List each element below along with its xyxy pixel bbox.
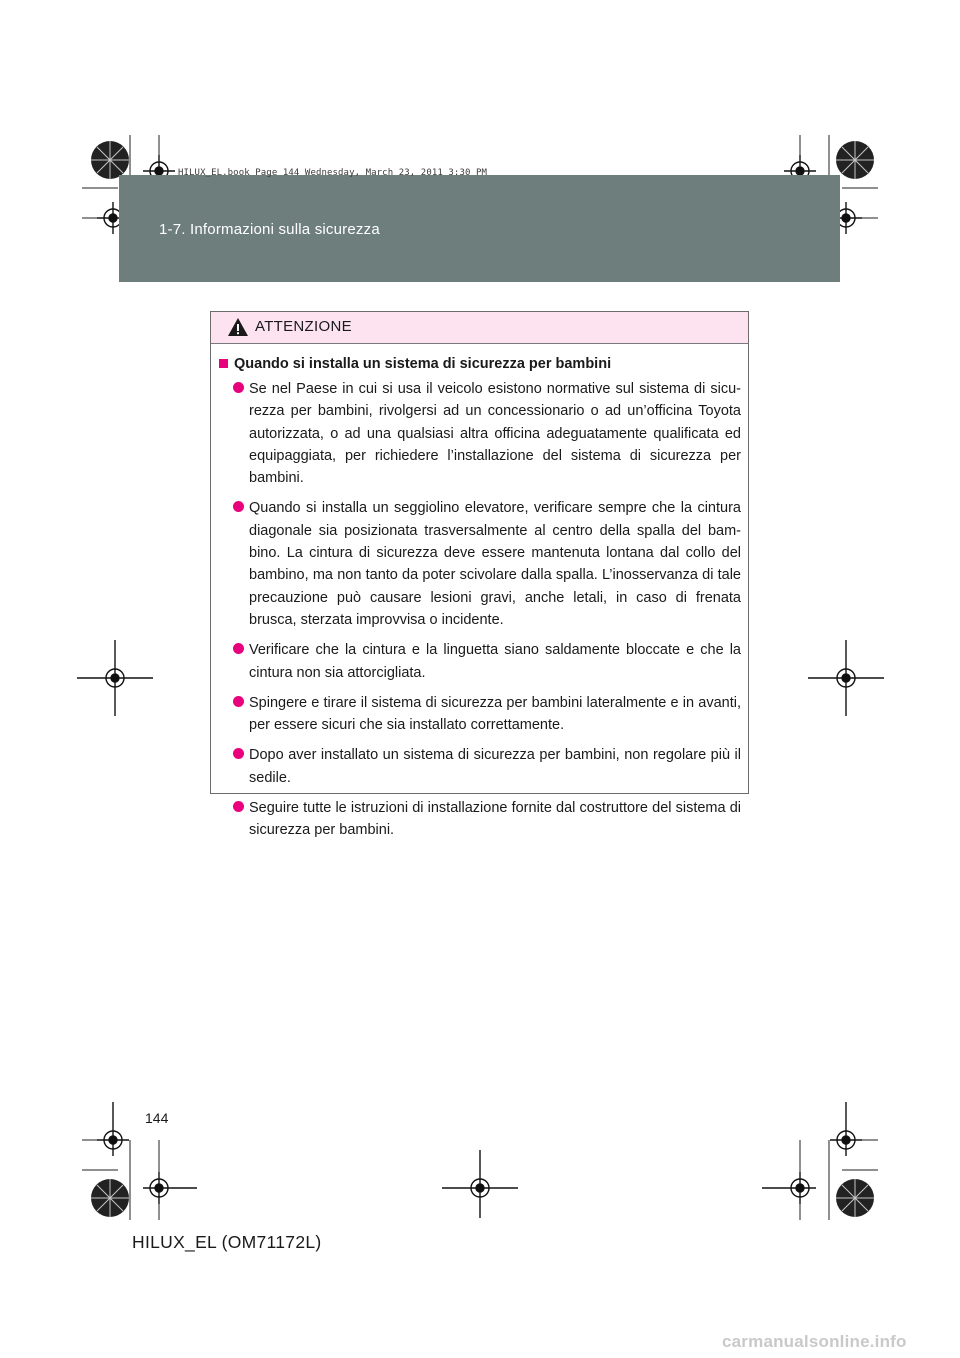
warning-header: [211, 312, 748, 344]
warning-body: [211, 344, 748, 842]
circle-bullet-icon: [233, 801, 244, 812]
book-file-stamp: HILUX_EL.book Page 144 Wednesday, March 23, 2011 3:30 PM: [178, 168, 488, 178]
circle-bullet-icon: [233, 501, 244, 512]
list-item-text: Quando si installa un seggiolino elevatore, verificare sempre che la cintura diagonale sia posizionata trasversalmente al centro della spalla del bam-bino. La cintura di sicurezza deve essere mantenuta lontana dal collo del bambino, ma non tanto da poter scivolare dalla spalla. L’inosservanza di tale precauzione può causare lesioni gravi, anche letali, in caso di frenata brusca, sterzata improvvisa o incidente.: [249, 500, 741, 628]
list-item-text: Verificare che la cintura e la linguetta siano saldamente bloccate e che la cintura non sia attorcigliata.: [249, 642, 741, 681]
list-item-text: Se nel Paese in cui si usa il veicolo esistono normative sul sistema di sicu-rezza per bambini, rivolgersi ad un concessionario o ad un’officina Toyota autorizzata, o ad una qualsiasi altra officina adeguatamente qualificata ed equipaggiata, per richiedere l’installazione del sistema di sicurezza per bambini.: [249, 381, 741, 487]
circle-bullet-icon: [233, 696, 244, 707]
list-item-text: Spingere e tirare il sistema di sicurezza per bambini lateralmente e in avanti, per essere sicuri che sia installato correttamente.: [249, 694, 741, 734]
manual-code: HILUX_EL (OM71172L): [132, 1232, 322, 1252]
circle-bullet-icon: [233, 643, 244, 654]
warning-box: [210, 311, 749, 839]
list-item: [219, 797, 741, 842]
list-item: [219, 744, 741, 789]
warning-triangle-icon: [227, 317, 249, 337]
watermark: carmanualsonline.info: [722, 1332, 907, 1351]
section-heading: [219, 354, 741, 374]
list-item: [219, 378, 741, 489]
circle-bullet-icon: [233, 382, 244, 393]
warning-title: ATTENZIONE: [255, 318, 352, 335]
list-item: [219, 692, 741, 737]
square-bullet-icon: [219, 359, 228, 368]
list-item-text: Dopo aver installato un sistema di sicurezza per bambini, non regolare più il sedile.: [249, 747, 741, 786]
list-item-text: Seguire tutte le istruzioni di installazione fornite dal costruttore del sistema di sicurezza per bambini.: [249, 800, 741, 839]
circle-bullet-icon: [233, 748, 244, 759]
section-header-bar: [119, 175, 840, 282]
page-number: 144: [145, 1110, 169, 1126]
list-item: [219, 639, 741, 684]
section-title: 1-7. Informazioni sulla sicurezza: [159, 221, 380, 238]
section-heading-text: Quando si installa un sistema di sicurezza per bambini: [234, 356, 612, 372]
list-item: [219, 497, 741, 631]
